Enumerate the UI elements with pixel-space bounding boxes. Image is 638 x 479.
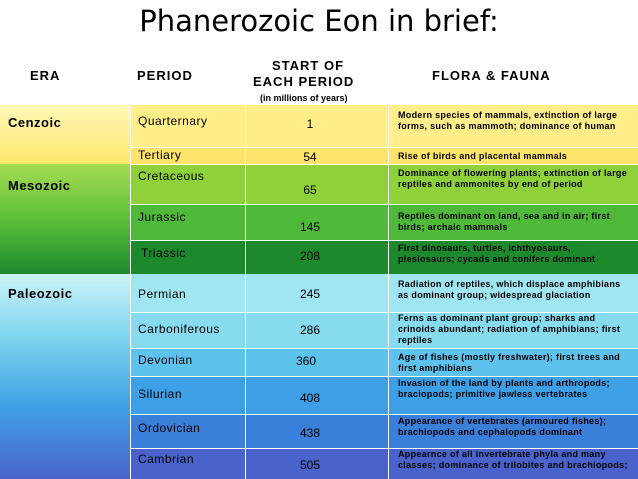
table-row-cretaceous — [130, 164, 638, 205]
flora-cell: Dominance of flowering plants; extinction of large reptiles and ammonites by end of period — [398, 168, 628, 189]
table-row-ordovician — [130, 414, 638, 449]
header-start-unit: (in millions of years) — [260, 93, 348, 103]
header-period: PERIOD — [137, 68, 193, 83]
flora-cell: First dinosaurs, turtles, ichthyosaurs, plesiosaurs; cycads and conifers dominant — [398, 243, 596, 264]
start-cell: 286 — [299, 323, 321, 337]
start-cell: 54 — [303, 150, 317, 164]
table-row-triassic — [130, 240, 638, 275]
period-cell: Jurassic — [138, 210, 187, 224]
flora-cell: Appearance of vertebrates (armoured fishes); brachiopods and cephalopods dominant — [398, 416, 607, 437]
start-cell: 208 — [299, 249, 321, 263]
period-cell: Tertiary — [138, 148, 182, 162]
table-row-carboniferous — [130, 312, 638, 349]
column-divider — [388, 105, 389, 479]
start-cell: 438 — [299, 426, 321, 440]
period-cell: Devonian — [138, 353, 193, 367]
table-row-quarternary — [130, 105, 638, 147]
period-cell: Silurian — [138, 387, 183, 401]
era-paleozoic-cell — [0, 274, 130, 479]
start-cell: 360 — [295, 354, 317, 368]
period-cell: Quarternary — [138, 114, 208, 128]
table-row-devonian — [130, 348, 638, 377]
flora-cell: Invasion of the land by plants and arthropods; braciopods; primitive jawless vertebrates — [398, 378, 610, 399]
period-cell: Ordovician — [138, 421, 201, 435]
period-cell: Cretaceous — [138, 169, 205, 183]
start-cell: 505 — [299, 458, 321, 472]
flora-cell: Ferns as dominant plant group; sharks and crinoids abundant; radiation of amphibians; first reptiles — [398, 313, 621, 345]
era-cenozoic-cell — [0, 105, 130, 164]
table-row-cambrian — [130, 448, 638, 479]
period-cell: Triassic — [141, 246, 186, 260]
era-mesozoic-cell — [0, 164, 130, 274]
table-row-permian — [130, 274, 638, 312]
table-row-tertiary — [130, 147, 638, 165]
start-cell: 145 — [299, 220, 321, 234]
start-cell: 245 — [299, 287, 321, 301]
flora-cell: Rise of birds and placental mammals — [398, 151, 568, 161]
start-cell: 65 — [303, 183, 317, 197]
flora-cell: Modern species of mammals, extinction of large forms, such as mammoth; dominance of human — [398, 110, 618, 131]
flora-cell: Appearnce of all invertebrate phyla and many classes; dominance of trilobites and brachiopods; — [398, 449, 628, 470]
period-cell: Carboniferous — [138, 322, 220, 336]
period-cell: Permian — [138, 287, 187, 301]
era-label: Paleozoic — [8, 286, 73, 301]
geologic-time-table — [0, 50, 638, 479]
column-divider — [130, 105, 131, 479]
era-label: Mesozoic — [8, 178, 71, 193]
header-era: ERA — [30, 68, 61, 83]
start-cell: 1 — [306, 117, 314, 131]
column-divider — [245, 105, 246, 479]
header-start-line2: EACH PERIOD — [253, 74, 355, 89]
header-flora-fauna: FLORA & FAUNA — [432, 68, 551, 83]
period-cell: Cambrian — [138, 452, 195, 466]
start-cell: 408 — [299, 391, 321, 405]
flora-cell: Radiation of reptiles, which displace amphibians as dominant group; widespread glaciation — [398, 279, 621, 300]
flora-cell: Reptiles dominant on land, sea and in air; first birds; archaic mammals — [398, 211, 610, 232]
era-label: Cenzoic — [8, 115, 62, 130]
table-row-silurian — [130, 376, 638, 415]
table-row-jurassic — [130, 204, 638, 241]
flora-cell: Age of fishes (mostly freshwater); first trees and first amphibians — [398, 352, 621, 373]
header-start-line1: START OF — [272, 58, 345, 73]
slide-title: Phanerozoic Eon in brief: — [139, 4, 499, 38]
